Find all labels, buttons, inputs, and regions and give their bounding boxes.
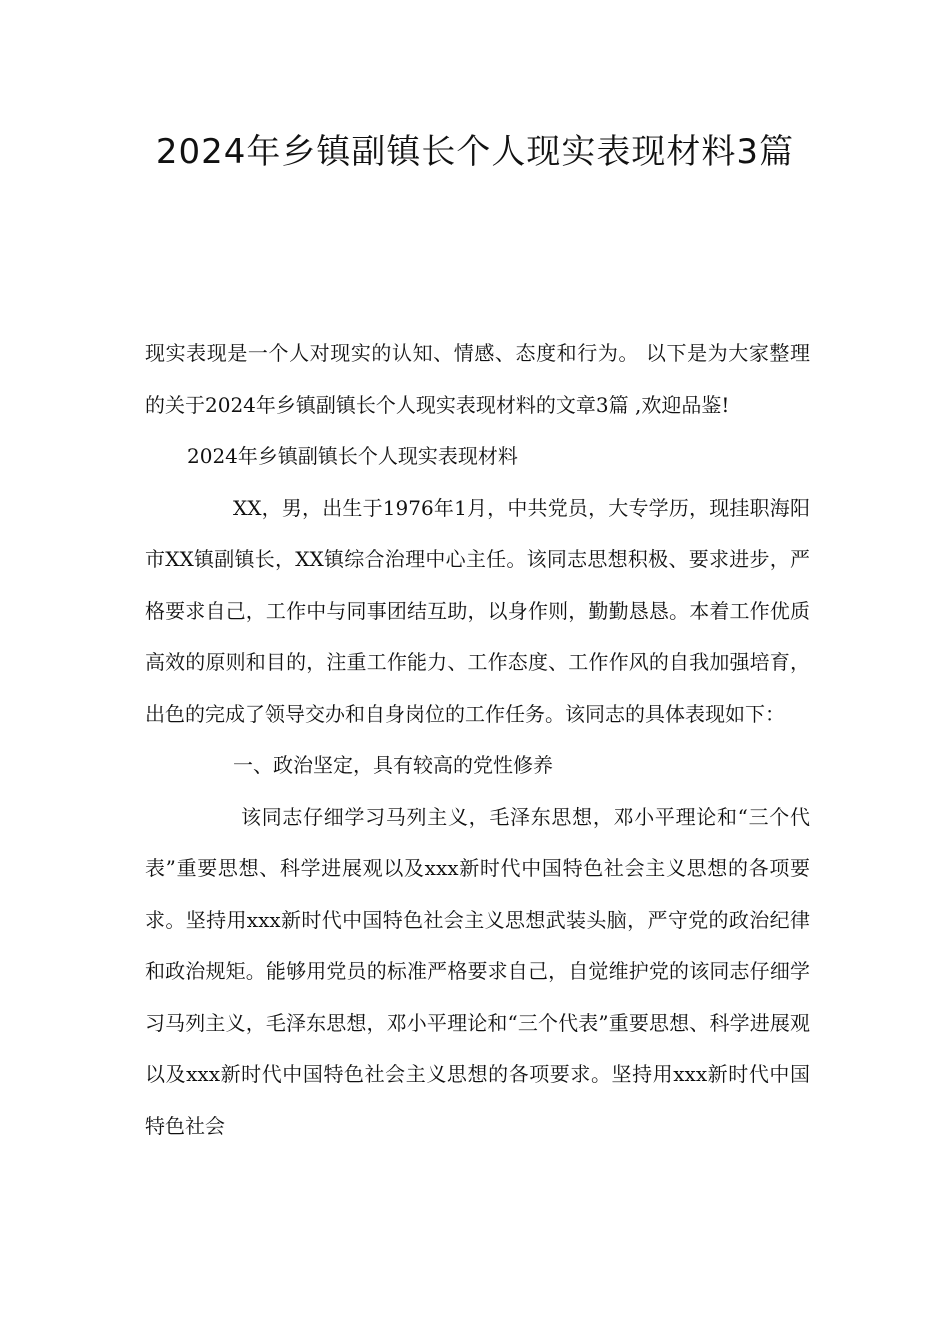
document-title: 2024年乡镇副镇长个人现实表现材料3篇: [155, 132, 795, 172]
section-1-paragraph: 该同志仔细学习马列主义，毛泽东思想，邓小平理论和“三个代表”重要思想、科学进展观以及xxx新时代中国特色社会主义思想的各项要求。坚持用xxx新时代中国特色社会主义思想武装头脑，严守党的政治纪律和政治规矩。能够用党员的标准严格要求自己，自觉维护党的该同志仔细学习马列主义，毛泽东思想，邓小平理论和“三个代表”重要思想、科学进展观以及xxx新时代中国特色社会主义思想的各项要求。坚持用xxx新时代中国特色社会: [145, 804, 810, 1138]
document-body: [145, 328, 810, 1152]
section-heading-1: 一、政治坚定，具有较高的党性修养: [233, 753, 553, 777]
subtitle-paragraph: 2024年乡镇副镇长个人现实表现材料: [187, 444, 518, 468]
intro-paragraph: 现实表现是一个人对现实的认知、情感、态度和行为。 以下是为大家整理的关于2024年乡镇副镇长个人现实表现材料的文章3篇 ,欢迎品鉴!: [145, 341, 810, 417]
profile-paragraph: XX，男，出生于1976年1月，中共党员，大专学历，现挂职海阳市XX镇副镇长，XX镇综合治理中心主任。该同志思想积极、要求进步，严格要求自己，工作中与同事团结互助，以身作则，勤勤恳恳。本着工作优质高效的原则和目的，注重工作能力、工作态度、工作作风的自我加强培育，出色的完成了领导交办和自身岗位的工作任务。该同志的具体表现如下：: [145, 495, 810, 726]
